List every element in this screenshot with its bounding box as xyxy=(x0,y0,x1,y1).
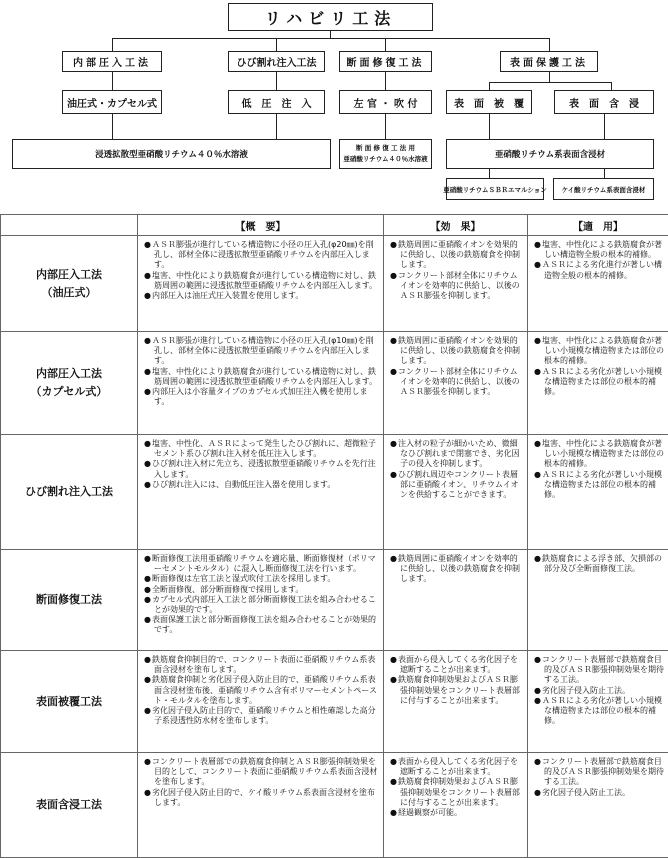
application-list xyxy=(534,554,664,574)
cell-application xyxy=(528,550,668,651)
header-application: 【適 用】 xyxy=(528,215,668,236)
table-header-row xyxy=(1,215,668,236)
method-name-line1: 内部圧入工法 xyxy=(1,266,137,284)
application-item xyxy=(534,757,664,788)
method-name-line1: 表面含浸工法 xyxy=(1,796,137,814)
application-text: 塩害、中性化による鉄筋腐食が著しい構造物全般の根本的補修。 xyxy=(542,240,662,259)
material-lithium-surface-impregnant: 亜硝酸リチウム系表面含浸材 xyxy=(446,139,654,169)
cell-effect xyxy=(384,435,528,550)
cell-application xyxy=(528,332,668,435)
overview-text: 全断面修復、部分断面修復で採用します。 xyxy=(152,585,303,594)
effect-text: 経過観察が可能。 xyxy=(398,808,462,817)
overview-item xyxy=(144,554,379,574)
overview-item xyxy=(144,675,379,706)
effect-text: 鉄筋周囲に亜硝酸イオンを効率的に供給し、以後の鉄筋腐食を抑制します。 xyxy=(398,554,520,583)
overview-text: 鉄筋腐食抑制と劣化因子侵入防止目的で、亜硝酸リチウム系表面含浸材塗布後、亜硝酸リチウム含有ポリマーセメントペースト・モルタルを塗布します。 xyxy=(152,675,377,704)
application-text: ＡＳＲによる劣化が著しい小規模な構造物または部位の根本的補修。 xyxy=(542,470,662,499)
table-row xyxy=(1,753,668,858)
overview-item xyxy=(144,574,379,584)
application-list xyxy=(534,655,664,726)
effect-item xyxy=(390,757,523,777)
application-text: 塩害、中性化による鉄筋腐食が著しい小規模な構造物または部位の根本的補修。 xyxy=(542,439,664,468)
effect-text: 表面から侵入してくる劣化因子を遮断することが出来ます。 xyxy=(398,655,518,674)
overview-text: カプセル式内部圧入工法と部分断面修復工法を組み合わせることが効果的です。 xyxy=(152,595,376,614)
overview-text: 塩害、中性化により鉄筋腐食が進行している構造物に対し、鉄筋周囲の範囲に浸透拡散型亜硝酸リチウムを内部圧入します。 xyxy=(152,271,377,290)
application-item xyxy=(534,696,664,727)
effect-item xyxy=(390,655,523,675)
overview-text: 断面修復工法用亜硝酸リチウムを適応量、断面修復材（ポリマーセメントモルタル）に混入し断面修復工法を行います。 xyxy=(152,554,376,573)
effect-item xyxy=(390,470,523,501)
overview-list xyxy=(144,439,379,490)
overview-item xyxy=(144,757,379,788)
overview-list xyxy=(144,655,379,726)
table-row xyxy=(1,550,668,651)
effect-text: 表面から侵入してくる劣化因子を遮断することが出来ます。 xyxy=(398,757,518,776)
effect-list xyxy=(390,757,523,818)
application-item xyxy=(534,686,664,696)
subtype-low-pressure-injection: 低 圧 注 入 xyxy=(228,90,325,114)
overview-item xyxy=(144,240,379,271)
method-crack-injection: ひび割れ注入工法 xyxy=(228,51,325,72)
application-text: コンクリート表層部で鉄筋腐食目的及びＡＳＲ膨張抑制効果を期待する工法。 xyxy=(542,757,664,786)
material-section-repair-line2: 亜硝酸リチウム４０％水溶液 xyxy=(343,154,427,165)
overview-list xyxy=(144,336,379,407)
material-sbr-emulsion: 亜硝酸リチウムＳＢＲエマルション xyxy=(446,178,544,200)
cell-application xyxy=(528,753,668,858)
application-item xyxy=(534,554,664,574)
application-item xyxy=(534,367,664,398)
table-row xyxy=(1,435,668,550)
cell-effect xyxy=(384,236,528,332)
effect-text: 注入材の粒子が細かいため、微細なひび割れまで閉塞でき、劣化因子の侵入を抑制します。 xyxy=(398,439,520,468)
overview-item xyxy=(144,615,379,635)
method-name-line2: （カプセル式） xyxy=(1,383,137,401)
cell-overview xyxy=(138,435,384,550)
application-item xyxy=(534,240,664,260)
cell-application xyxy=(528,236,668,332)
effect-text: 鉄筋腐食抑制効果およびＡＳＲ膨張抑制効果をコンクリート表層部に付与することが出来ます。 xyxy=(398,777,520,806)
effect-text: 鉄筋周囲に亜硝酸イオンを効果的に供給し、以後の鉄筋腐食を抑制します。 xyxy=(398,336,520,365)
overview-text: ひび割れ注入には、自動低圧注入器を使用します。 xyxy=(152,480,335,489)
overview-text: 鉄筋腐食抑制目的で、コンクリート表面に亜硝酸リチウム系表面含浸材を塗布します。 xyxy=(152,655,375,674)
overview-item xyxy=(144,706,379,726)
subtype-plaster-spray: 左 官 ・ 吹 付 xyxy=(339,90,432,114)
application-list xyxy=(534,240,664,281)
overview-item xyxy=(144,291,379,301)
effect-text: ひび割れ周辺やコンクリート表層部に亜硝酸イオン、リチウムイオンを供給することができます。 xyxy=(398,470,519,499)
overview-text: 塩害、中性化、ＡＳＲによって発生したひび割れに、超微粒子セメント系ひび割れ注入材を低圧注入します。 xyxy=(152,439,376,458)
effect-list xyxy=(390,655,523,706)
table-row xyxy=(1,236,668,332)
header-overview: 【概 要】 xyxy=(138,215,384,236)
overview-item xyxy=(144,585,379,595)
method-comparison-table xyxy=(0,214,668,858)
material-section-repair-line1: 断 面 修 復 工 法 用 xyxy=(356,143,415,154)
application-list xyxy=(534,336,664,397)
cell-overview xyxy=(138,550,384,651)
effect-item xyxy=(390,777,523,808)
overview-text: 内部圧入は小容量タイプのカプセル式加圧注入機を使用します。 xyxy=(152,387,368,406)
cell-overview xyxy=(138,236,384,332)
application-text: 塩害、中性化による鉄筋腐食が著しい小規模な構造物または部位の根本的補修。 xyxy=(542,336,664,365)
cell-effect xyxy=(384,651,528,753)
overview-item xyxy=(144,459,379,479)
row-method-name xyxy=(1,332,138,435)
cell-application xyxy=(528,651,668,753)
overview-text: 塩害、中性化により鉄筋腐食が進行している構造物に対し、鉄筋周囲の範囲に浸透拡散型亜硝酸リチウムを内部圧入します。 xyxy=(152,367,377,386)
effect-item xyxy=(390,367,523,398)
overview-item xyxy=(144,387,379,407)
row-method-name xyxy=(1,651,138,753)
application-item xyxy=(534,260,664,280)
row-method-name xyxy=(1,435,138,550)
header-effect: 【効 果】 xyxy=(384,215,528,236)
overview-item xyxy=(144,439,379,459)
cell-overview xyxy=(138,651,384,753)
overview-list xyxy=(144,240,379,301)
method-name-line2: （油圧式） xyxy=(1,284,137,302)
effect-item xyxy=(390,554,523,585)
application-item xyxy=(534,470,664,501)
effect-list xyxy=(390,336,523,397)
method-name-line1: ひび割れ注入工法 xyxy=(1,483,137,501)
effect-item xyxy=(390,271,523,302)
overview-text: ＡＳＲ膨張が進行している構造物に小径の圧入孔(φ20㎜)を削孔し、部材全体に浸透拡散型亜硝酸リチウムを内部圧入します。 xyxy=(152,240,374,269)
effect-item xyxy=(390,336,523,367)
overview-item xyxy=(144,788,379,808)
overview-text: ひび割れ注入材に先立ち、浸透拡散型亜硝酸リチウムを先行注入します。 xyxy=(152,459,376,478)
method-internal-injection: 内部圧入工法 xyxy=(62,51,162,72)
material-lithium-silicate: ケイ酸リチウム系表面含浸材 xyxy=(553,178,654,200)
row-method-name xyxy=(1,236,138,332)
effect-list xyxy=(390,554,523,585)
method-surface-protection: 表面保護工法 xyxy=(500,51,598,72)
method-name-line1: 内部圧入工法 xyxy=(1,365,137,383)
chart-title: リハビリ工法 xyxy=(228,3,433,31)
application-item xyxy=(534,655,664,686)
subtype-surface-coating: 表 面 被 覆 xyxy=(446,90,532,114)
material-lithium-nitrite-solution: 浸透拡散型亜硝酸リチウム４０％水溶液 xyxy=(12,139,331,169)
application-text: 鉄筋腐食による浮き部、欠損部の部分及び全断面修復工法。 xyxy=(542,554,662,573)
cell-effect xyxy=(384,550,528,651)
table-row xyxy=(1,651,668,753)
effect-item xyxy=(390,240,523,271)
cell-effect xyxy=(384,753,528,858)
application-list xyxy=(534,439,664,500)
cell-overview xyxy=(138,332,384,435)
effect-item xyxy=(390,675,523,706)
overview-text: 劣化因子侵入防止目的で、ケイ酸リチウム系表面含浸材を塗布します。 xyxy=(152,788,375,807)
application-text: ＡＳＲによる劣化進行が著しい構造物全般の根本的補修。 xyxy=(542,260,662,279)
overview-list xyxy=(144,554,379,636)
row-method-name xyxy=(1,550,138,651)
application-text: ＡＳＲによる劣化が著しい小規模な構造物または部位の根本的補修。 xyxy=(542,367,662,396)
overview-text: ＡＳＲ膨張が進行している構造物に小径の圧入孔(φ10㎜)を削孔し、部材全体に浸透拡散型亜硝酸リチウムを内部圧入します。 xyxy=(152,336,374,365)
subtype-hydraulic-capsule: 油圧式・カプセル式 xyxy=(62,90,162,114)
application-item xyxy=(534,336,664,367)
row-method-name xyxy=(1,753,138,858)
overview-item xyxy=(144,655,379,675)
overview-item xyxy=(144,271,379,291)
subtype-surface-impregnation: 表 面 含 浸 xyxy=(554,90,654,114)
cell-overview xyxy=(138,753,384,858)
effect-text: コンクリート部材全体にリチウムイオンを効率的に供給し、以後のＡＳＲ膨張を抑制します。 xyxy=(398,271,520,300)
header-blank xyxy=(1,215,138,236)
effect-item xyxy=(390,808,523,818)
table-row xyxy=(1,332,668,435)
effect-text: 鉄筋腐食抑制効果およびＡＳＲ膨張抑制効果をコンクリート表層部に付与することが出来ます。 xyxy=(398,675,520,704)
application-text: 劣化因子侵入防止工法。 xyxy=(542,686,630,695)
effect-item xyxy=(390,439,523,470)
overview-text: 内部圧入は油圧式圧入装置を使用します。 xyxy=(152,291,303,300)
effect-text: コンクリート部材全体にリチウムイオンを効率的に供給し、以後のＡＳＲ膨張を抑制します。 xyxy=(398,367,520,396)
overview-text: 劣化因子侵入防止目的で、亜硝酸リチウムと相性確認した高分子系浸透性防水材を塗布します。 xyxy=(152,706,376,725)
effect-list xyxy=(390,240,523,301)
application-text: コンクリート表層部で鉄筋腐食目的及びＡＳＲ膨張抑制効果を期待する工法。 xyxy=(542,655,664,684)
cell-application xyxy=(528,435,668,550)
effect-list xyxy=(390,439,523,500)
method-section-repair: 断面修復工法 xyxy=(339,51,432,72)
application-text: ＡＳＲによる劣化が著しい小規模な構造物または部位の根本的補修。 xyxy=(542,696,662,725)
method-name-line1: 表面被覆工法 xyxy=(1,693,137,711)
overview-list xyxy=(144,757,379,808)
overview-item xyxy=(144,367,379,387)
application-list xyxy=(534,757,664,798)
overview-item xyxy=(144,336,379,367)
application-item xyxy=(534,788,664,798)
method-name-line1: 断面修復工法 xyxy=(1,591,137,609)
overview-item xyxy=(144,595,379,615)
overview-text: 断面修復は左官工法と湿式吹付工法を採用します。 xyxy=(152,574,335,583)
overview-text: コンクリート表層部での鉄筋腐食抑制とＡＳＲ膨張抑制効果を目的として、コンクリート表面に亜硝酸リチウム系表面含浸材を塗布します。 xyxy=(152,757,377,786)
overview-item xyxy=(144,480,379,490)
application-text: 劣化因子侵入防止工法。 xyxy=(542,788,630,797)
application-item xyxy=(534,439,664,470)
effect-text: 鉄筋周囲に亜硝酸イオンを効果的に供給し、以後の鉄筋腐食を抑制します。 xyxy=(398,240,520,269)
overview-text: 表面保護工法と部分断面修復工法を組み合わせることが効果的です。 xyxy=(152,615,376,634)
cell-effect xyxy=(384,332,528,435)
material-section-repair-lithium xyxy=(339,139,432,169)
